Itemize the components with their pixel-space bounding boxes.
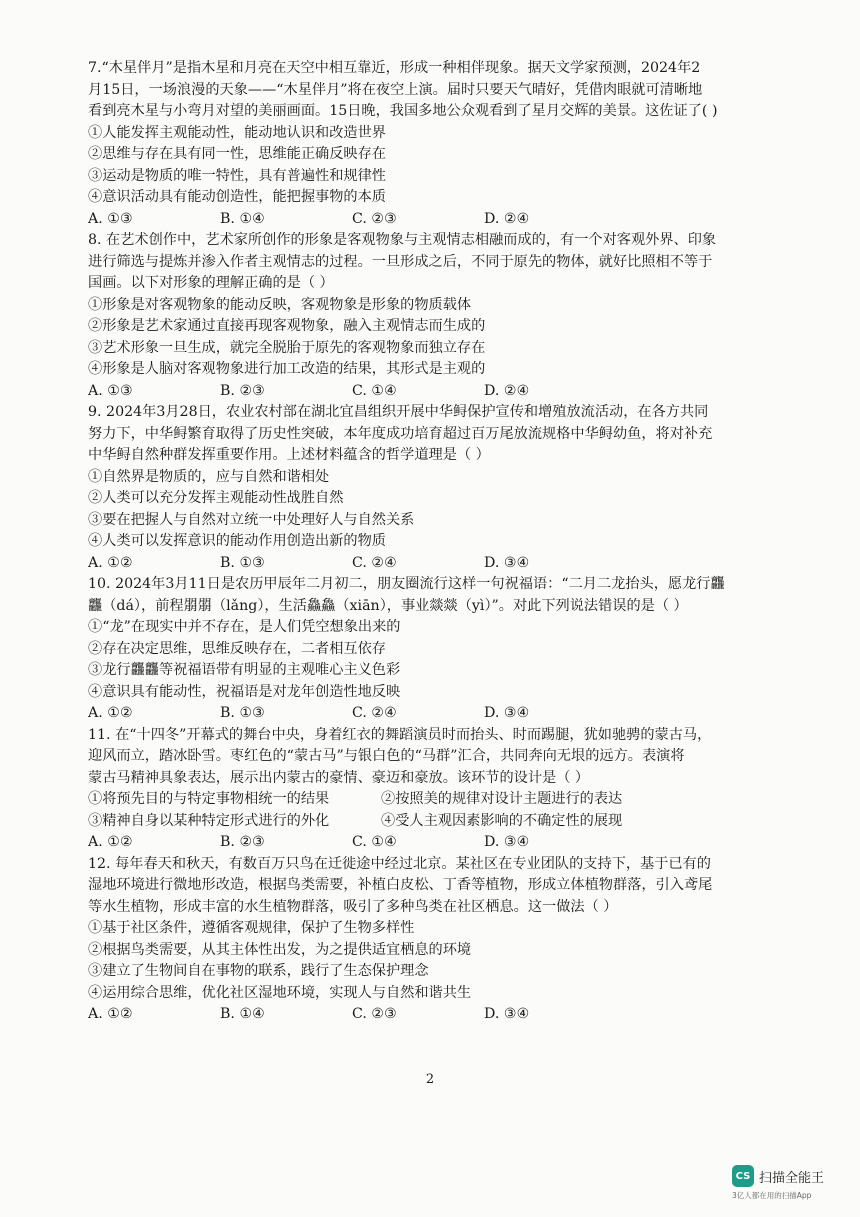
answer-choices xyxy=(88,209,738,231)
question-7 xyxy=(88,58,738,230)
question-stem-line: 蒙古马精神具象表达，展示出内蒙古的豪情、豪迈和豪放。该环节的设计是（ ） xyxy=(88,769,590,786)
statement-option: ④运用综合思维，优化社区湿地环境，实现人与自然和谐共生 xyxy=(88,984,472,1001)
choice-d: D. ②④ xyxy=(484,382,530,399)
statement-option: ④受人主观因素影响的不确定性的展现 xyxy=(381,812,623,829)
statement-option: ④人类可以发挥意识的能动作用创造出新的物质 xyxy=(88,533,386,549)
question-stem-line: 12. 每年春天和秋天，有数百万只鸟在迁徙途中经过北京。某社区在专业团队的支持下，基于已有的 xyxy=(88,855,711,872)
choice-d: D. ③④ xyxy=(484,1006,530,1022)
statement-option: ③要在把握人与自然对立统一中处理好人与自然关系 xyxy=(88,511,415,528)
choice-b: B. ①④ xyxy=(220,210,265,227)
question-stem-line: 月15日，一场浪漫的天象——“木星伴月”将在夜空上演。届时只要天气晴好，凭借肉眼就可清晰地 xyxy=(88,81,703,98)
statement-option: ③艺术形象一旦生成，就完全脱胎于原先的客观物象而独立存在 xyxy=(88,339,486,356)
exam-page xyxy=(88,58,738,1026)
choice-c: C. ①④ xyxy=(352,382,397,399)
question-9 xyxy=(88,402,738,574)
statement-option: ①形象是对客观物象的能动反映，客观物象是形象的物质载体 xyxy=(88,296,472,313)
answer-choices xyxy=(88,703,738,725)
answer-choices xyxy=(88,381,738,403)
statement-option: ④形象是人脑对客观物象进行加工改造的结果，其形式是主观的 xyxy=(88,361,486,377)
choice-c: C. ②④ xyxy=(352,554,397,571)
question-stem-line: 9. 2024年3月28日，农业农村部在湖北宜昌组织开展中华鲟保护宣传和增殖放流活动，在各方共同 xyxy=(88,404,709,420)
statement-option: ②按照美的规律对设计主题进行的表达 xyxy=(381,791,623,807)
question-stem-line: 迎风而立，踏冰卧雪。枣红色的“蒙古马”与银白色的“马群”汇合，共同奔向无垠的远方。表演将 xyxy=(88,748,685,764)
question-stem-line: 龘（dá），前程朤朤（lǎng），生活鱻鱻（xiān），事业燚燚（yì）”。对此下列说法错误的是（ ） xyxy=(88,597,688,614)
page-number: 2 xyxy=(425,1072,435,1087)
statement-option-row xyxy=(88,811,738,833)
choice-c: C. ②④ xyxy=(352,705,397,721)
choice-a: A. ①② xyxy=(88,554,133,571)
choice-a: A. ①② xyxy=(88,1006,133,1022)
question-11 xyxy=(88,725,738,854)
choice-c: C. ②③ xyxy=(352,210,397,227)
statement-option-row xyxy=(88,789,738,811)
choice-d: D. ③④ xyxy=(484,834,530,850)
question-10 xyxy=(88,574,738,725)
choice-c: C. ①④ xyxy=(352,834,397,850)
choice-b: B. ①③ xyxy=(220,705,265,721)
statement-option: ②根据鸟类需要，从其主体性出发，为之提供适宜栖息的环境 xyxy=(88,941,472,958)
question-stem-line: 努力下，中华鲟繁育取得了历史性突破，本年度成功培育超过百万尾放流规格中华鲟幼鱼，将对补充 xyxy=(88,425,713,442)
question-stem-line: 等水生植物，形成丰富的水生植物群落，吸引了多种鸟类在社区栖息。这一做法（ ） xyxy=(88,898,618,915)
choice-c: C. ②③ xyxy=(352,1006,397,1022)
statement-option: ②存在决定思维，思维反映存在，二者相互依存 xyxy=(88,640,386,657)
statement-option: ①人能发挥主观能动性，能动地认识和改造世界 xyxy=(88,124,386,141)
answer-choices xyxy=(88,1004,738,1026)
choice-b: B. ②③ xyxy=(220,834,265,850)
question-12 xyxy=(88,854,738,1026)
choice-b: B. ②③ xyxy=(220,382,265,399)
statement-option: ③运动是物质的唯一特性，具有普遍性和规律性 xyxy=(88,167,386,184)
statement-option: ③建立了生物间自在事物的联系，践行了生态保护理念 xyxy=(88,963,429,979)
question-stem-line: 10. 2024年3月11日是农历甲辰年二月初二，朋友圈流行这样一句祝福语：“二月二龙抬头，愿龙行龘 xyxy=(88,576,725,592)
statement-option: ①将预先目的与特定事物相统一的结果 xyxy=(88,791,330,807)
statement-option: ②人类可以充分发挥主观能动性战胜自然 xyxy=(88,490,344,506)
question-stem-line: 国画。以下对形象的理解正确的是（ ） xyxy=(88,275,334,291)
answer-choices xyxy=(88,553,738,575)
statement-option: ④意识活动具有能动创造性，能把握事物的本质 xyxy=(88,189,386,205)
choice-b: B. ①③ xyxy=(220,554,265,571)
question-stem-line: 看到亮木星与小弯月对望的美丽画面。15日晚，我国多地公众观看到了星月交辉的美景。这佐证了( ) xyxy=(88,103,718,119)
statement-option: ①自然界是物质的，应与自然和谐相处 xyxy=(88,468,330,485)
question-stem-line: 中华鲟自然种群发挥重要作用。上述材料蕴含的哲学道理是（ ） xyxy=(88,447,490,463)
statement-option: ④意识具有能动性，祝福语是对龙年创造性地反映 xyxy=(88,683,401,700)
question-stem-line: 8. 在艺术创作中，艺术家所创作的形象是客观物象与主观情志相融而成的，有一个对客观外界、印象 xyxy=(88,232,717,248)
question-8 xyxy=(88,230,738,402)
question-stem-line: 7.“木星伴月”是指木星和月亮在天空中相互靠近，形成一种相伴现象。据天文学家预测，2024年2 xyxy=(88,60,701,76)
choice-a: A. ①③ xyxy=(88,210,133,227)
scanner-watermark xyxy=(732,1165,842,1201)
watermark-tagline: 3亿人都在用的扫描App xyxy=(732,1191,812,1200)
statement-option: ②思维与存在具有同一性，思维能正确反映存在 xyxy=(88,146,386,162)
choice-a: A. ①② xyxy=(88,705,133,721)
question-stem-line: 湿地环境进行微地形改造，根据鸟类需要，补植白皮松、丁香等植物，形成立体植物群落，引入鸢尾 xyxy=(88,877,713,893)
choice-d: D. ③④ xyxy=(484,705,530,721)
question-stem-line: 11. 在“十四冬”开幕式的舞台中央，身着红衣的舞蹈演员时而抬头、时而踢腿，犹如驰骋的蒙古马， xyxy=(88,726,712,743)
answer-choices xyxy=(88,832,738,854)
statement-option: ①“龙”在现实中并不存在，是人们凭空想象出来的 xyxy=(88,619,401,635)
statement-option: ③龙行龘龘等祝福语带有明显的主观唯心主义色彩 xyxy=(88,662,401,678)
watermark-app-name: 扫描全能王 xyxy=(759,1170,825,1186)
choice-a: A. ①② xyxy=(88,834,133,850)
choice-a: A. ①③ xyxy=(88,382,133,399)
camscanner-logo-icon: CS xyxy=(732,1165,754,1187)
choice-d: D. ③④ xyxy=(484,554,530,571)
statement-option: ③精神自身以某种特定形式进行的外化 xyxy=(88,812,330,829)
statement-option: ①基于社区条件，遵循客观规律，保护了生物多样性 xyxy=(88,920,415,936)
choice-b: B. ①④ xyxy=(220,1006,265,1022)
question-stem-line: 进行筛选与提炼并渗入作者主观情志的过程。一旦形成之后，不同于原先的物体，就好比照相不等于 xyxy=(88,253,713,270)
choice-d: D. ②④ xyxy=(484,210,530,227)
statement-option: ②形象是艺术家通过直接再现客观物象，融入主观情志而生成的 xyxy=(88,318,486,334)
